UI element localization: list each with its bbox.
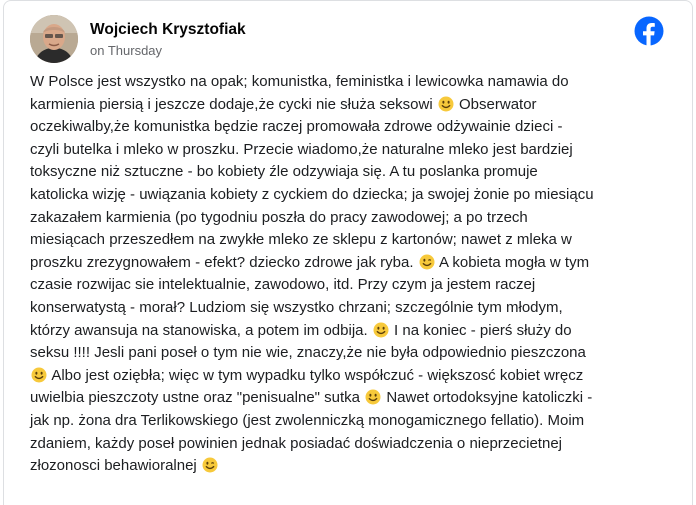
- post-timestamp[interactable]: on Thursday: [90, 43, 163, 58]
- post-text-segment: Obserwator: [454, 95, 537, 113]
- wink-emoji-icon: [419, 254, 435, 270]
- post-text-line: [30, 320, 670, 343]
- post-text-segment: którzy awansuja na stanowiska, a potem im odbija.: [30, 321, 372, 339]
- smile-emoji-icon: [438, 96, 454, 112]
- post-text-segment: czasie rozwijac sie intelektualnie, zawodowo, itd. Przy czym ja jestem raczej: [30, 276, 536, 294]
- post-text-line: [30, 71, 670, 94]
- facebook-post-card: [3, 0, 693, 505]
- post-text-line: [30, 94, 670, 117]
- author-avatar[interactable]: [30, 15, 78, 63]
- post-text-line: [30, 455, 670, 478]
- post-text-line: [30, 387, 670, 410]
- post-text-segment: oczekiwalby,że komunistka będzie raczej promowała zdrowe odżywainie dzieci -: [30, 118, 563, 136]
- post-text-segment: jak np. żona dra Terlikowskiego (jest zwolenniczką monogamicznego fellatio). Moim: [30, 411, 585, 429]
- post-text-segment: Albo jest oziębła; więc w tym wypadku tylko współczuć - większosć kobiet wręcz: [48, 366, 584, 384]
- post-text-line: [30, 139, 670, 162]
- post-text-segment: karmienia piersią i jeszcze dodaje,że cycki nie służa seksowi: [30, 95, 437, 113]
- post-text-segment: A kobieta mogła w tym: [435, 253, 590, 271]
- post-text-segment: zdaniem, każdy poseł powinien jednak posiadać doświadczenia o nieprzecietnej: [30, 434, 562, 452]
- post-text-segment: Nawet ortodoksyjne katoliczki -: [382, 389, 593, 407]
- post-text-segment: uwielbia pieszczoty ustne oraz "penisualne" sutka: [30, 389, 365, 407]
- facebook-icon[interactable]: [634, 16, 664, 46]
- post-text-line: [30, 433, 670, 456]
- post-text-line: [30, 297, 670, 320]
- post-text-line: [30, 161, 670, 184]
- post-text-line: [30, 252, 670, 275]
- author-name[interactable]: Wojciech Krysztofiak: [90, 21, 246, 38]
- wink-emoji-icon: [202, 457, 218, 473]
- smile-emoji-icon: [373, 322, 389, 338]
- post-text-segment: konserwatystą - morał? Ludziom się wszystko chrzani; szczególnie tym młodym,: [30, 298, 563, 316]
- post-text-segment: miesiącach przeszedłem na zwykłe mleko ze sklepu z kartonów; nawet z mleka w: [30, 231, 572, 249]
- post-text-line: [30, 229, 670, 252]
- post-text-segment: seksu !!!! Jesli pani poseł o tym nie wie, znaczy,że nie była odpowiednio pieszczona: [30, 344, 586, 362]
- smile-emoji-icon: [365, 389, 381, 405]
- profile-photo-icon: [30, 15, 78, 63]
- post-body-text: [30, 71, 670, 478]
- post-text-line: [30, 342, 670, 365]
- post-text-line: [30, 410, 670, 433]
- post-text-segment: W Polsce jest wszystko na opak; komunistka, feministka i lewicowka namawia do: [30, 73, 569, 90]
- post-text-segment: katolicka wizję - uwiązania kobiety z cyckiem do dziecka; ja swojej żonie po miesiącu: [30, 185, 594, 203]
- post-text-line: [30, 207, 670, 230]
- post-text-line: [30, 365, 670, 388]
- post-text-segment: proszku zrezygnowałem - efekt? dziecko zdrowe jak ryba.: [30, 253, 418, 271]
- post-text-segment: czyli butelka i mleko w proszku. Przecie wiadomo,że naturalne mleko jest bardziej: [30, 140, 573, 158]
- post-text-segment: złozonosci behawioralnej: [30, 457, 201, 475]
- post-text-line: [30, 116, 670, 139]
- post-header: [30, 15, 670, 63]
- post-text-segment: toksyczne niż sztuczne - bo kobiety źle odzywiaja się. A tu poslanka promuje: [30, 163, 538, 181]
- smile-emoji-icon: [31, 367, 47, 383]
- post-text-segment: zakazałem karmienia (po tygodniu poszła do pracy zawodowej; a po trzech: [30, 208, 528, 226]
- post-text-line: [30, 274, 670, 297]
- post-text-segment: I na koniec - pierś służy do: [389, 321, 572, 339]
- post-text-line: [30, 184, 670, 207]
